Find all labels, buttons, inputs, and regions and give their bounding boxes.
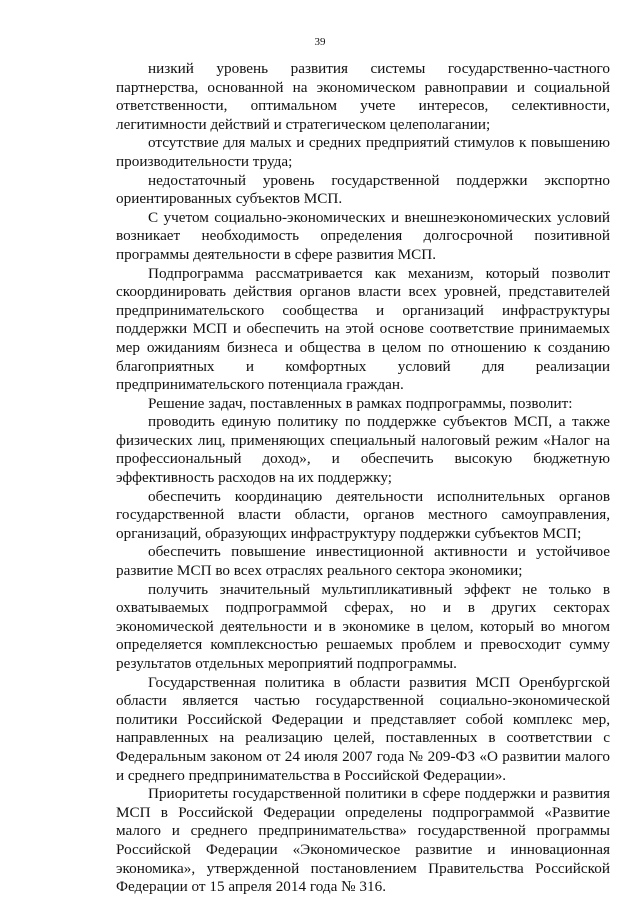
page-number: 39: [314, 36, 326, 48]
paragraph-10: получить значительный мультипликативный эффект не только в охватываемых подпрограммой сферах, но и в других секторах экономической деятельности и в экономике в целом, который во многом определяется комплексностью решаемых проблем и превосходит сумму результатов отдельных мероприятий подпрограммы.: [116, 580, 610, 672]
paragraph-5: Подпрограмма рассматривается как механизм, который позволит скоординировать действия органов власти всех уровней, представителей предпринимательского сообщества и организаций инфраструктуры поддержки МСП и обеспечить на этой основе соответствие принимаемых мер ожиданиям бизнеса и общества в целом по отношению к созданию благоприятных и комфортных условий для реализации предпринимательского потенциала граждан.: [116, 264, 610, 394]
paragraph-12: Приоритеты государственной политики в сфере поддержки и развития МСП в Российской Федерации определены подпрограммой «Развитие малого и среднего предпринимательства» государственной программы Российской Федерации «Экономическое развитие и инновационная экономика», утвержденной постановлением Правительства Российской Федерации от 15 апреля 2014 года № 316.: [116, 785, 610, 896]
paragraph-11: Государственная политика в области развития МСП Оренбургской области является частью государственной социально-экономической политики Российской Федерации и представляет собой комплекс мер, направленных на реализацию целей, поставленных в соответствии с Федеральным законом от 24 июля 2007 года № 209-ФЗ «О развитии малого и среднего предпринимательства в Российской Федерации».: [116, 673, 610, 784]
paragraph-2: отсутствие для малых и средних предприятий стимулов к повышению производительности труда;: [116, 134, 610, 170]
paragraph-3: недостаточный уровень государственной поддержки экспортно ориентированных субъектов МСП.: [116, 171, 610, 208]
paragraph-8: обеспечить координацию деятельности исполнительных органов государственной власти области, органов местного самоуправления, организаций, образующих инфраструктуру поддержки субъектов МСП;: [116, 487, 610, 542]
paragraph-1: низкий уровень развития системы государственно-частного партнерства, основанной на экономическом равноправии и социальной ответственности, оптимальном учете интересов, селективности, легитимности действий и стратегическом целеполагании;: [116, 60, 610, 133]
paragraph-9: обеспечить повышение инвестиционной активности и устойчивое развитие МСП во всех отраслях реального сектора экономики;: [116, 543, 610, 580]
paragraph-7: проводить единую политику по поддержке субъектов МСП, а также физических лиц, применяющих специальный налоговый режим «Налог на профессиональный доход», и обеспечить высокую бюджетную эффективность расходов на их поддержку;: [116, 413, 610, 487]
paragraph-6: Решение задач, поставленных в рамках подпрограммы, позволит:: [148, 394, 573, 412]
body-text: [116, 60, 610, 897]
paragraph-4: С учетом социально-экономических и внешнеэкономических условий возникает необходимость определения долгосрочной позитивной программы деятельности в сфере развития МСП.: [116, 208, 610, 263]
